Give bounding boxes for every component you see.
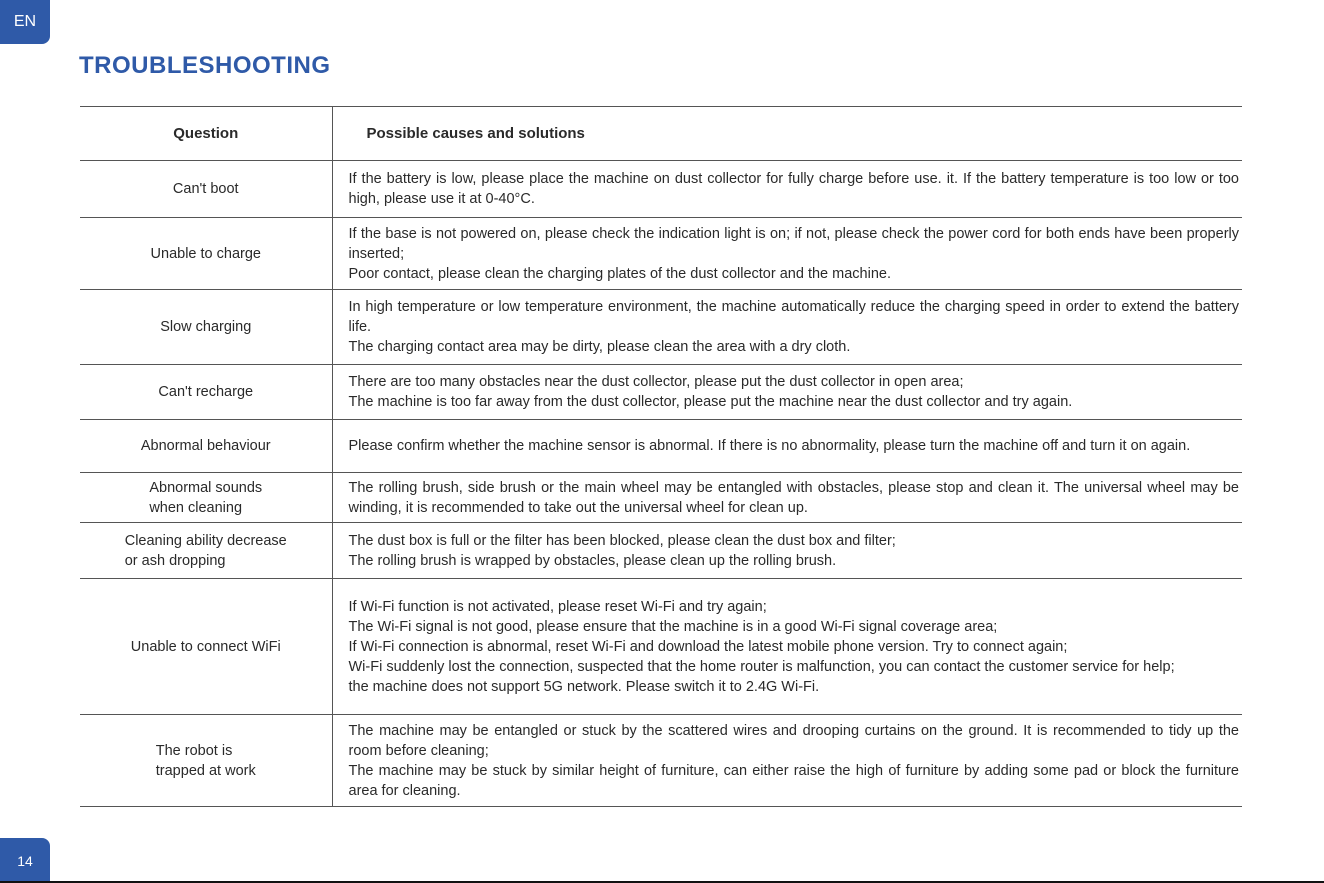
table-row bbox=[80, 420, 1242, 473]
solution-cell bbox=[332, 420, 1242, 473]
solution-cell bbox=[332, 473, 1242, 523]
troubleshooting-table bbox=[80, 106, 1242, 807]
question-cell bbox=[80, 218, 332, 290]
solution-line: If Wi-Fi function is not activated, please reset Wi-Fi and try again; bbox=[348, 598, 767, 615]
question-text bbox=[125, 531, 287, 571]
table-row bbox=[80, 579, 1242, 715]
solution-line: The charging contact area may be dirty, please clean the area with a dry cloth. bbox=[348, 339, 851, 355]
solution-cell bbox=[332, 523, 1242, 579]
solution-line: Poor contact, please clean the charging plates of the dust collector and the machine. bbox=[348, 265, 891, 282]
question-cell bbox=[80, 715, 332, 807]
question-cell bbox=[80, 523, 332, 579]
solution-line: The machine may be stuck by similar height of furniture, can either raise the high of furniture by adding some pad or block the furniture area for cleaning. bbox=[348, 762, 1239, 799]
column-header-solutions: Possible causes and solutions bbox=[366, 124, 585, 142]
solution-line: The dust box is full or the filter has been blocked, please clean the dust box and filter; bbox=[348, 532, 896, 549]
column-header-question: Question bbox=[80, 107, 332, 161]
solution-line: In high temperature or low temperature environment, the machine automatically reduce the charging speed in order to extend the battery life. bbox=[348, 299, 1239, 335]
question-text bbox=[160, 317, 251, 337]
table-row bbox=[80, 365, 1242, 420]
question-line: Abnormal behaviour bbox=[140, 438, 271, 454]
question-line: Cleaning ability decrease bbox=[124, 532, 287, 549]
question-cell bbox=[80, 290, 332, 365]
solution-line: Wi-Fi suddenly lost the connection, suspected that the home router is malfunction, you can contact the customer service for help; bbox=[348, 658, 1175, 675]
solution-line: The machine is too far away from the dust collector, please put the machine near the dust collector and try again. bbox=[348, 394, 1073, 410]
question-line: Unable to connect WiFi bbox=[130, 638, 281, 655]
question-cell bbox=[80, 579, 332, 715]
table-row bbox=[80, 218, 1242, 290]
question-text bbox=[141, 436, 271, 456]
question-cell bbox=[80, 473, 332, 523]
language-tab bbox=[0, 0, 50, 44]
question-text bbox=[156, 741, 256, 781]
solution-cell bbox=[332, 365, 1242, 420]
table-row bbox=[80, 161, 1242, 218]
question-cell bbox=[80, 420, 332, 473]
solution-line: If the base is not powered on, please check the indication light is on; if not, please check the power cord for both ends have been properly inserted; bbox=[348, 225, 1239, 262]
solution-cell bbox=[332, 579, 1242, 715]
table-row bbox=[80, 523, 1242, 579]
question-text bbox=[131, 637, 281, 657]
question-cell bbox=[80, 161, 332, 218]
solution-cell bbox=[332, 161, 1242, 218]
language-label: EN bbox=[13, 13, 37, 30]
solution-line: If the battery is low, please place the machine on dust collector for fully charge before use. it. If the battery temperature is too low or too high, please use it at 0-40°C. bbox=[348, 171, 1239, 207]
page-number: 14 bbox=[17, 852, 33, 869]
solution-cell bbox=[332, 218, 1242, 290]
question-line: when cleaning bbox=[149, 499, 243, 516]
solution-line: The machine may be entangled or stuck by the scattered wires and drooping curtains on the ground. It is recommended to tidy up the room before cleaning; bbox=[348, 722, 1239, 759]
question-cell bbox=[80, 365, 332, 420]
table-row bbox=[80, 715, 1242, 807]
solution-line: The rolling brush, side brush or the main wheel may be entangled with obstacles, please stop and clean it. The universal wheel may be winding, it is recommended to take out the universal wheel for clean up. bbox=[348, 479, 1239, 516]
question-line: trapped at work bbox=[155, 762, 256, 779]
question-line: The robot is bbox=[155, 742, 233, 759]
question-line: Unable to charge bbox=[150, 245, 261, 262]
table-row bbox=[80, 473, 1242, 523]
solution-line: The Wi-Fi signal is not good, please ensure that the machine is in a good Wi-Fi signal coverage area; bbox=[348, 618, 998, 635]
table-row bbox=[80, 290, 1242, 365]
solution-cell bbox=[332, 290, 1242, 365]
solution-cell bbox=[332, 715, 1242, 807]
question-line: Slow charging bbox=[160, 319, 252, 335]
table-header-row bbox=[80, 107, 1242, 161]
question-text bbox=[151, 244, 261, 264]
solution-line: There are too many obstacles near the dust collector, please put the dust collector in open area; bbox=[348, 374, 964, 390]
question-line: Abnormal sounds bbox=[149, 479, 263, 496]
question-line: or ash dropping bbox=[124, 552, 226, 569]
question-text bbox=[173, 179, 239, 199]
question-line: Can't recharge bbox=[158, 384, 254, 400]
page-number-tab bbox=[0, 838, 50, 883]
page-title: TROUBLESHOOTING bbox=[79, 52, 331, 79]
solution-line: the machine does not support 5G network. Please switch it to 2.4G Wi-Fi. bbox=[348, 678, 820, 695]
question-text bbox=[149, 478, 262, 518]
solution-line: If Wi-Fi connection is abnormal, reset Wi-Fi and download the latest mobile phone version. Try to connect again; bbox=[348, 638, 1068, 655]
question-text bbox=[158, 382, 253, 402]
solution-line: The rolling brush is wrapped by obstacles, please clean up the rolling brush. bbox=[348, 552, 837, 569]
solution-line: Please confirm whether the machine sensor is abnormal. If there is no abnormality, please turn the machine off and turn it on again. bbox=[348, 438, 1191, 454]
question-line: Can't boot bbox=[172, 181, 239, 197]
